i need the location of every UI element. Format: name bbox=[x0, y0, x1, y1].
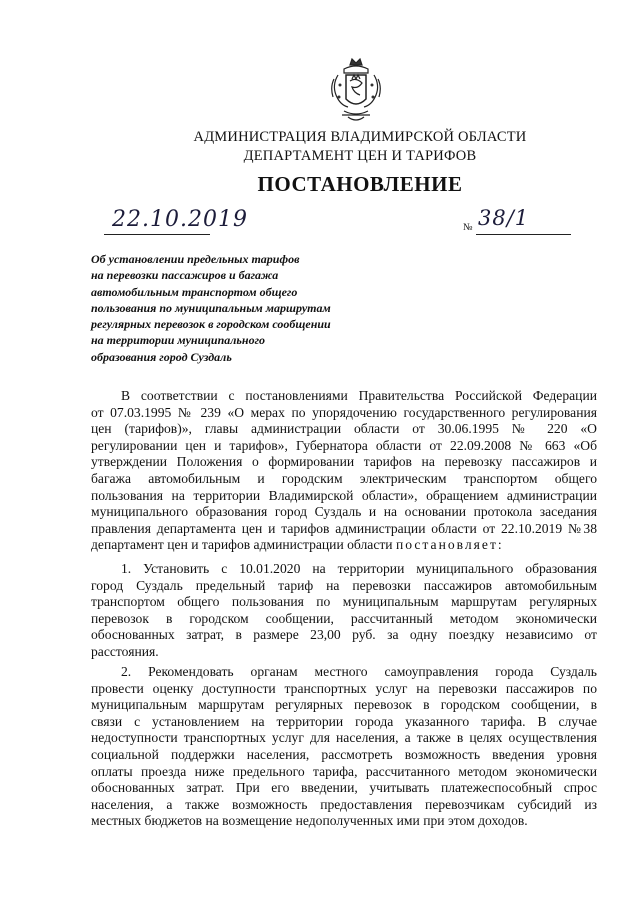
body-line: недоступности транспортных услуг для населения, а также в целях осуществления bbox=[91, 730, 597, 746]
body-line bbox=[91, 537, 597, 554]
document-date: 22.10.2019 bbox=[112, 207, 248, 232]
organization-name: АДМИНИСТРАЦИЯ ВЛАДИМИРСКОЙ ОБЛАСТИ bbox=[193, 129, 527, 145]
body-line: город Суздаль предельный тариф на перевозки пассажиров автомобильным bbox=[91, 577, 597, 593]
body-line: расстояния. bbox=[91, 643, 159, 659]
subject-line: на территории муниципального bbox=[91, 333, 265, 348]
document-title: ПОСТАНОВЛЕНИЕ bbox=[257, 172, 463, 196]
decree-preamble-end: департамент цен и тарифов администрации области bbox=[91, 537, 393, 553]
body-line: провести оценку доступности транспортных услуг на перевозки пассажиров по bbox=[91, 680, 597, 696]
body-line: цен (тарифов)», главы администрации области от 30.06.1995 № 220 «О bbox=[91, 421, 597, 437]
subject-line: образования город Суздаль bbox=[91, 349, 232, 364]
body-line: правления департамента цен и тарифов администрации области от 22.10.2019 №38 bbox=[91, 520, 597, 536]
body-line: перевозок в городском сообщении, рассчитанный методом экономически bbox=[91, 610, 597, 626]
body-line: пользования на территории Владимирской области», обращением администрации bbox=[91, 487, 597, 503]
body-line: 1. Установить с 10.01.2020 на территории муниципального образования bbox=[121, 561, 597, 576]
number-underline bbox=[476, 234, 571, 235]
body-line: регулировании цен и тарифов», Губернатора области от 22.09.2008 № 663 «Об bbox=[91, 437, 597, 453]
document-subject bbox=[91, 251, 361, 365]
decree-word: постановляет: bbox=[395, 537, 504, 553]
body-line: обоснованных затрат, в размере 23,00 руб. за одну поездку независимо от bbox=[91, 627, 597, 643]
body-line: 2. Рекомендовать органам местного самоуправления города Суздаль bbox=[121, 664, 597, 679]
subject-line: на перевозки пассажиров и багажа bbox=[91, 268, 279, 283]
body-line: от 07.03.1995 № 239 «О мерах по упорядочению государственного регулирования bbox=[91, 404, 597, 420]
body-line: связи с установлением на территории города указанного тарифа. В случае bbox=[91, 713, 597, 729]
subject-line: регулярных перевозок в городском сообщении bbox=[91, 317, 331, 332]
number-label: № bbox=[463, 222, 473, 233]
body-line: оплаты проезда ниже предельного тарифа, рассчитанного методом экономически bbox=[91, 763, 597, 779]
body-line: социальной поддержки населения, рассмотреть возможность введения уровня bbox=[91, 746, 597, 762]
preamble-paragraph bbox=[91, 388, 597, 554]
body-line: багажа автомобильным и городским электрическим транспортом общего bbox=[91, 470, 597, 486]
body-line: муниципального образования город Суздаль и на основании протокола заседания bbox=[91, 504, 597, 520]
body-line: В соответствии с постановлениями Правительства Российской Федерации bbox=[121, 388, 597, 403]
body-line: местных бюджетов на возмещение недополученных ими при этом доходов. bbox=[91, 813, 528, 829]
item-2-paragraph bbox=[91, 664, 597, 830]
body-line: населения, а также возможность предоставления перевозчикам субсидий из bbox=[91, 796, 597, 812]
body-line: муниципальным маршрутам регулярных перевозок в городском сообщении, в bbox=[91, 697, 597, 713]
subject-line: пользования по муниципальным маршрутам bbox=[91, 300, 331, 315]
coat-of-arms-emblem bbox=[330, 55, 382, 125]
body-line: транспортом общего пользования по муниципальным маршрутам регулярных bbox=[91, 594, 597, 610]
department-name: ДЕПАРТАМЕНТ ЦЕН И ТАРИФОВ bbox=[243, 148, 477, 164]
body-line: обоснованных затрат. При его введении, учитывать платежеспособный спрос bbox=[91, 780, 597, 796]
subject-line: Об установлении предельных тарифов bbox=[91, 252, 300, 266]
body-line: утверждении Положения о формировании тарифов на перевозку пассажиров и bbox=[91, 454, 597, 470]
item-1-paragraph bbox=[91, 561, 597, 661]
subject-line: автомобильным транспортом общего bbox=[91, 284, 298, 299]
date-underline bbox=[104, 234, 210, 235]
document-number: 38/1 bbox=[478, 206, 530, 230]
